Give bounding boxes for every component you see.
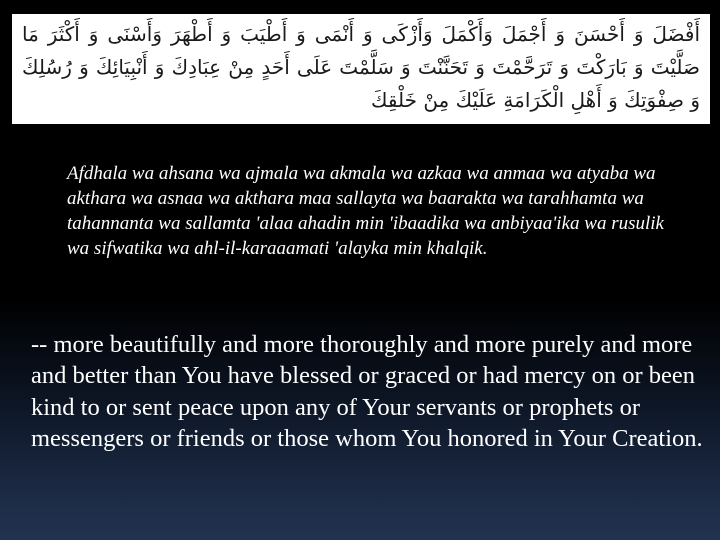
arabic-supplication-text: أَفْضَلَ وَ أَحْسَنَ وَ أَجْمَلَ وَأَكْمَلَ وَأَزْكَى وَ أَنْمَى وَ أَطْيَبَ وَ أَطْهَرَ وَأَسْنَى وَ أَكْثَرَ مَا صَلَّيْتَ وَ بَارَكْتَ وَ تَرَحَّمْتَ وَ تَحَنَّنْتَ وَ سَلَّمْتَ عَلَى أَحَدٍ مِنْ عِبَادِكَ وَ أَنْبِيَائِكَ وَ رُسُلِكَ وَ صِفْوَتِكَ وَ أَهْلِ الْكَرَامَةِ عَلَيْكَ مِنْ خَلْقِكَ [22,22,700,112]
transliteration-text: Afdhala wa ahsana wa ajmala wa akmala wa azkaa wa anmaa wa atyaba wa akthara wa asnaa wa akthara maa sallayta wa baarakta wa tarahhamta wa tahannanta wa sallamta 'alaa ahadin min 'ibaadika wa anbiyaa'ika wa rusulik wa sifwatika wa ahl-il-karaaamati 'alayka min khalqik. [67,163,664,259]
translation-text: -- more beautifully and more thoroughly and more purely and more and better than You have blessed or graced or had mercy on or been kind to or sent peace upon any of Your servants or prophets or messengers or friends or those whom You honored in Your Creation. [31,331,703,453]
arabic-text-image [12,14,710,124]
